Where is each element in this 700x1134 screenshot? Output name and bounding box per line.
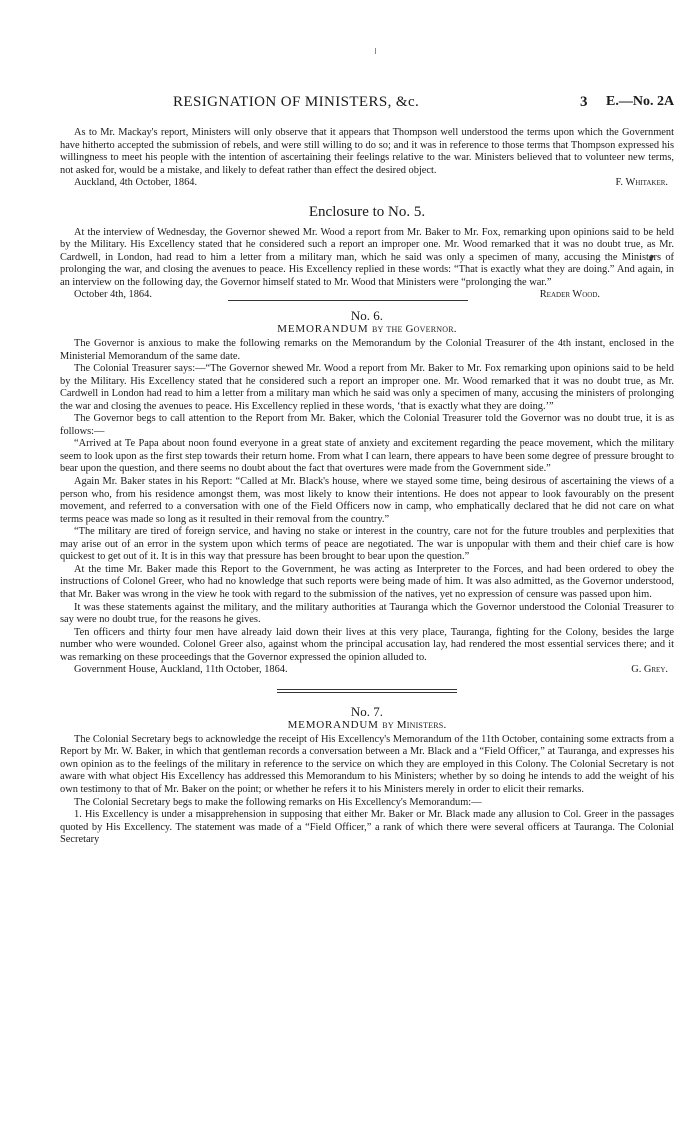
section-enclosure bbox=[60, 204, 674, 302]
place-date: Government House, Auckland, 11th October, 1864. bbox=[74, 664, 288, 676]
place-date: Auckland, 4th October, 1864. bbox=[74, 177, 198, 189]
paragraph: 1. His Excellency is under a misapprehension in supposing that either Mr. Baker or Mr. Black made any allusion to Col. Greer in the passages quoted by His Excellency. The statement was made of a “Field Officer,” a rank of which there were several officers at Tauranga. The Colonial Secretary bbox=[60, 809, 674, 846]
paragraph: The Colonial Treasurer says:—“The Governor shewed Mr. Wood a report from Mr. Baker to Mr. Fox remarking upon opinions said to be held by the Military. His Excellency stated that he considered such a report an improper one. Mr. Wood remarked that it was no doubt true, as Mr. Cardwell in London had read to him a letter from a military man which he said was only a specimen of many, accusing the ministers of prolonging the war and closing the avenues to peace. His Excellency replied in these words, ‘that is exactly what they are doing.’” bbox=[60, 363, 674, 412]
speck-mark bbox=[375, 48, 376, 54]
paragraph: “Arrived at Te Papa about noon found everyone in a great state of anxiety and excitement regarding the peace movement, which the military seem to look upon as the first step towards their return home. From what I can learn, there appears to have been some degree of pressure brought to bear upon the question, and there seems no doubt about the fact that overtures were made from the Government side.” bbox=[60, 438, 674, 475]
signature-row bbox=[60, 177, 674, 190]
memo-label: MEMORANDUM bbox=[277, 323, 369, 336]
date-line: October 4th, 1864. bbox=[74, 289, 152, 301]
paragraph: Ten officers and thirty four men have already laid down their lives at this very place, Tauranga, fighting for the Colony, besides the large number who were wounded. Colonel Greer also, against whom the principal accusation lay, had rendered the most essential services there; and it was remarking on these proceedings that the Governor expressed the opinion alluded to. bbox=[60, 626, 674, 663]
memo-author: by the Governor. bbox=[371, 323, 457, 336]
paragraph: As to Mr. Mackay's report, Ministers will only observe that it appears that Thompson well understood the terms upon which the Government have hitherto accepted the submission of rebels, and were still willing to do so; and it was in reference to those terms that Thompson expressed his willingness to meet his people with the intention of ascertaining their feelings relative to the war. Ministers believed that to volunteer new terms, not asked for, would be a mistake, and likely to defeat rather than effect the desired object. bbox=[60, 127, 674, 176]
signature-row bbox=[60, 289, 674, 302]
paragraph: The Governor begs to call attention to the Report from Mr. Baker, which the Colonial Treasurer told the Governor was no doubt true, it is as follows:— bbox=[60, 413, 674, 437]
section-no-6 bbox=[60, 309, 674, 677]
paragraph: At the interview of Wednesday, the Governor shewed Mr. Wood a report from Mr. Baker to Mr. Fox, remarking upon opinions said to be held by the Military. His Excellency stated that he considered such a report an improper one. Mr. Wood remarked that it was no doubt true, as Mr. Cardwell, in London, had read to him a letter from a military man, which he said was only a specimen of many, accusing the Ministers of prolonging the war, and closing the avenues to peace. His Excellency replied in these words: “That is exactly what they are doing.” And again, in an interview on the following day, the Governor himself stated to Mr. Wood that Ministers were “prolonging the war.” bbox=[60, 226, 674, 288]
document-body bbox=[60, 127, 674, 847]
section-number: No. 6. bbox=[350, 308, 384, 324]
memo-heading bbox=[60, 719, 674, 732]
section-mackay-report bbox=[60, 127, 674, 190]
paragraph: It was these statements against the military, and the military authorities at Tauranga which the Governor understood the Colonial Treasurer to say were no doubt true, for the reasons he gives. bbox=[60, 601, 674, 626]
section-number: No. 7. bbox=[350, 703, 384, 719]
memo-author: by Ministers. bbox=[382, 718, 447, 731]
enclosure-title: Enclosure to No. 5. bbox=[308, 203, 426, 220]
paragraph: The Governor is anxious to make the following remarks on the Memorandum by the Colonial Treasurer of the 4th instant, enclosed in the Ministerial Memorandum of the same date. bbox=[60, 338, 674, 362]
memo-label: MEMORANDUM bbox=[287, 718, 379, 731]
paragraph: At the time Mr. Baker made this Report to the Government, he was acting as Interpreter to the Forces, and had been ordered to obey the instructions of Colonel Greer, who had no knowledge that such reports were being made of him. It was also admitted, as the Governor understood, that Mr. Baker was wrong in the view he took with regard to the submission of the natives, yet no expression of censure was passed upon him. bbox=[60, 563, 674, 600]
running-title: RESIGNATION OF MINISTERS, &c. bbox=[173, 94, 420, 110]
paragraph: “The military are tired of foreign service, and having no stake or interest in the country, care not for the future troubles and perplexities that may arise out of an error in the system upon which terms of peace are negotiated. The war is unpopular with them and their chief care is how quickest to get out of it. It is in this way that pressure has been brought to bear upon the question.” bbox=[60, 526, 674, 563]
paper-reference: E.—No. 2A bbox=[606, 94, 675, 109]
memo-heading bbox=[60, 323, 674, 336]
signature: Reader Wood. bbox=[539, 289, 600, 301]
signature: F. Whitaker. bbox=[615, 177, 668, 189]
signature-row bbox=[60, 664, 674, 677]
running-header bbox=[0, 94, 700, 114]
paragraph: Again Mr. Baker states in his Report: “Called at Mr. Black's house, where we stayed some time, being desirous of ascertaining the views of a person who, from his residence amongst them, was most likely to know their intentions. He does not appear to look favourably on the present movement, and referred to a conversation with one of the Field Officers now in camp, who emphatically declared that he did not care on what terms peace was made so long as it resulted in their removal from the country.” bbox=[60, 476, 674, 525]
section-no-7 bbox=[60, 705, 674, 847]
page-number: 3 bbox=[580, 94, 588, 110]
paragraph: The Colonial Secretary begs to acknowledge the receipt of His Excellency's Memorandum of the 11th October, containing some extracts from a Report by Mr. W. Baker, in which that gentleman records a conversation between a Mr. Black and a “Field Officer,” at Tauranga, and expresses his own opinion as to the feelings of the military in reference to the service on which they are employed in this Colony. The Colonial Secretary is not aware with what object His Excellency has addressed this Memorandum to his Ministers; whether by so doing he intends to add the weight of his own testimony to that of Mr. Baker on the point; or whether he refers it to his Ministers merely in order to elicit their remarks. bbox=[60, 733, 674, 795]
paragraph: The Colonial Secretary begs to make the following remarks on His Excellency's Memorandum:— bbox=[74, 796, 482, 808]
section-divider bbox=[277, 689, 457, 693]
signature: G. Grey. bbox=[631, 664, 668, 676]
divider-rule bbox=[228, 300, 468, 301]
